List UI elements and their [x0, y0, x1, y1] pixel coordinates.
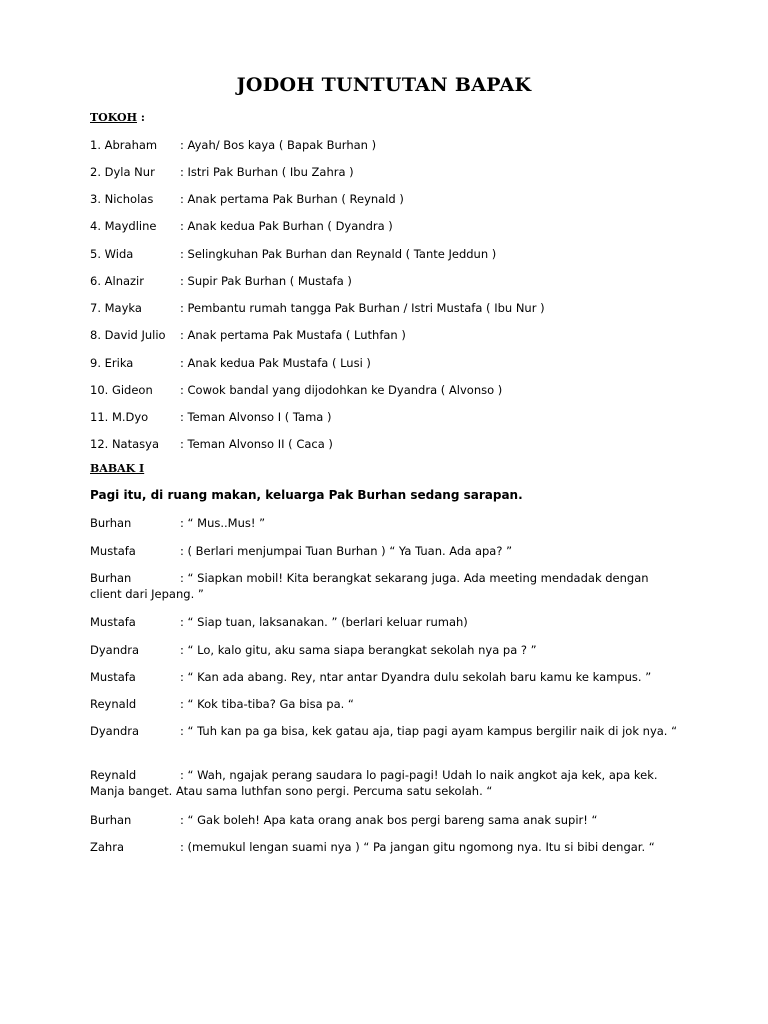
- cast-name: 3. Nicholas: [90, 192, 154, 206]
- cast-role: : Anak pertama Pak Mustafa ( Luthfan ): [180, 328, 406, 342]
- cast-name: 1. Abraham: [90, 138, 158, 152]
- dialogue-line: [90, 543, 680, 559]
- cast-name: 9. Erika: [90, 356, 134, 370]
- speaker: Reynald: [90, 768, 137, 782]
- cast-name: 8. David Julio: [90, 328, 166, 342]
- dialogue-line: [90, 614, 680, 630]
- cast-name: 10. Gideon: [90, 383, 153, 397]
- cast-role: : Cowok bandal yang dijodohkan ke Dyandra ( Alvonso ): [180, 383, 503, 397]
- line-text: : “ Gak boleh! Apa kata orang anak bos pergi bareng sama anak supir! “: [180, 813, 598, 827]
- dialogue-line: [90, 642, 680, 658]
- dialogue-line: [90, 723, 680, 739]
- cast-item: [90, 327, 690, 343]
- cast-item: [90, 218, 690, 234]
- dialogue-line: [90, 767, 680, 799]
- tokoh-heading-colon: :: [137, 111, 145, 124]
- line-text: : (memukul lengan suami nya ) “ Pa jangan gitu ngomong nya. Itu si bibi dengar. “: [180, 840, 655, 854]
- speaker: Zahra: [90, 840, 124, 854]
- tokoh-heading: [90, 111, 145, 124]
- line-text: : “ Tuh kan pa ga bisa, kek gatau aja, tiap pagi ayam kampus bergilir naik di jok nya. “: [180, 724, 678, 738]
- cast-role: : Teman Alvonso I ( Tama ): [180, 410, 332, 424]
- speaker: Dyandra: [90, 643, 140, 657]
- cast-role: : Anak kedua Pak Burhan ( Dyandra ): [180, 219, 393, 233]
- cast-role: : Teman Alvonso II ( Caca ): [180, 437, 333, 451]
- cast-item: [90, 300, 690, 316]
- line-text: : ( Berlari menjumpai Tuan Burhan ) “ Ya Tuan. Ada apa? ”: [180, 544, 513, 558]
- dialogue-line: [90, 696, 680, 712]
- cast-role: : Supir Pak Burhan ( Mustafa ): [180, 274, 352, 288]
- cast-role: : Istri Pak Burhan ( Ibu Zahra ): [180, 165, 354, 179]
- dialogue-line: [90, 515, 680, 531]
- speaker: Mustafa: [90, 670, 136, 684]
- cast-role: : Ayah/ Bos kaya ( Bapak Burhan ): [180, 138, 377, 152]
- page-title: JODOH TUNTUTAN BAPAK: [236, 74, 532, 96]
- line-text: : “ Wah, ngajak perang saudara lo pagi-pagi! Udah lo naik angkot aja kek, apa kek. Manja banget. Atau sama luthfan sono pergi. Percuma satu sekolah. “: [90, 768, 658, 798]
- speaker: Burhan: [90, 516, 132, 530]
- speaker: Mustafa: [90, 615, 136, 629]
- line-text: : “ Kan ada abang. Rey, ntar antar Dyandra dulu sekolah baru kamu ke kampus. ”: [180, 670, 652, 684]
- cast-item: [90, 137, 690, 153]
- line-text: : “ Siap tuan, laksanakan. ” (berlari keluar rumah): [180, 615, 468, 629]
- cast-item: [90, 164, 690, 180]
- scene-description: Pagi itu, di ruang makan, keluarga Pak Burhan sedang sarapan.: [90, 488, 523, 502]
- cast-name: 2. Dyla Nur: [90, 165, 155, 179]
- babak-heading-text: BABAK I: [90, 462, 145, 475]
- speaker: Reynald: [90, 697, 137, 711]
- speaker: Burhan: [90, 813, 132, 827]
- line-text: : “ Lo, kalo gitu, aku sama siapa berangkat sekolah nya pa ? ”: [180, 643, 537, 657]
- cast-item: [90, 409, 690, 425]
- cast-name: 6. Alnazir: [90, 274, 144, 288]
- cast-role: : Selingkuhan Pak Burhan dan Reynald ( Tante Jeddun ): [180, 247, 497, 261]
- cast-name: 4. Maydline: [90, 219, 157, 233]
- cast-item: [90, 355, 690, 371]
- line-text: : “ Kok tiba-tiba? Ga bisa pa. “: [180, 697, 354, 711]
- babak-heading: [90, 462, 144, 475]
- cast-item: [90, 191, 690, 207]
- cast-name: 11. M.Dyo: [90, 410, 149, 424]
- cast-role: : Anak kedua Pak Mustafa ( Lusi ): [180, 356, 371, 370]
- cast-role: : Pembantu rumah tangga Pak Burhan / Istri Mustafa ( Ibu Nur ): [180, 301, 545, 315]
- cast-role: : Anak pertama Pak Burhan ( Reynald ): [180, 192, 404, 206]
- dialogue-line: [90, 570, 680, 602]
- speaker: Burhan: [90, 571, 132, 585]
- dialogue-line: [90, 812, 680, 828]
- speaker: Mustafa: [90, 544, 136, 558]
- cast-item: [90, 382, 690, 398]
- dialogue-line: [90, 839, 680, 855]
- cast-name: 7. Mayka: [90, 301, 142, 315]
- cast-item: [90, 273, 690, 289]
- cast-name: 12. Natasya: [90, 437, 159, 451]
- dialogue-line: [90, 669, 680, 685]
- cast-name: 5. Wida: [90, 247, 134, 261]
- line-text: : “ Siapkan mobil! Kita berangkat sekarang juga. Ada meeting mendadak dengan client dari Jepang. ”: [90, 571, 649, 601]
- cast-item: [90, 436, 690, 452]
- line-text: : “ Mus..Mus! ”: [180, 516, 266, 530]
- tokoh-heading-text: TOKOH: [90, 111, 138, 124]
- speaker: Dyandra: [90, 724, 140, 738]
- cast-item: [90, 246, 690, 262]
